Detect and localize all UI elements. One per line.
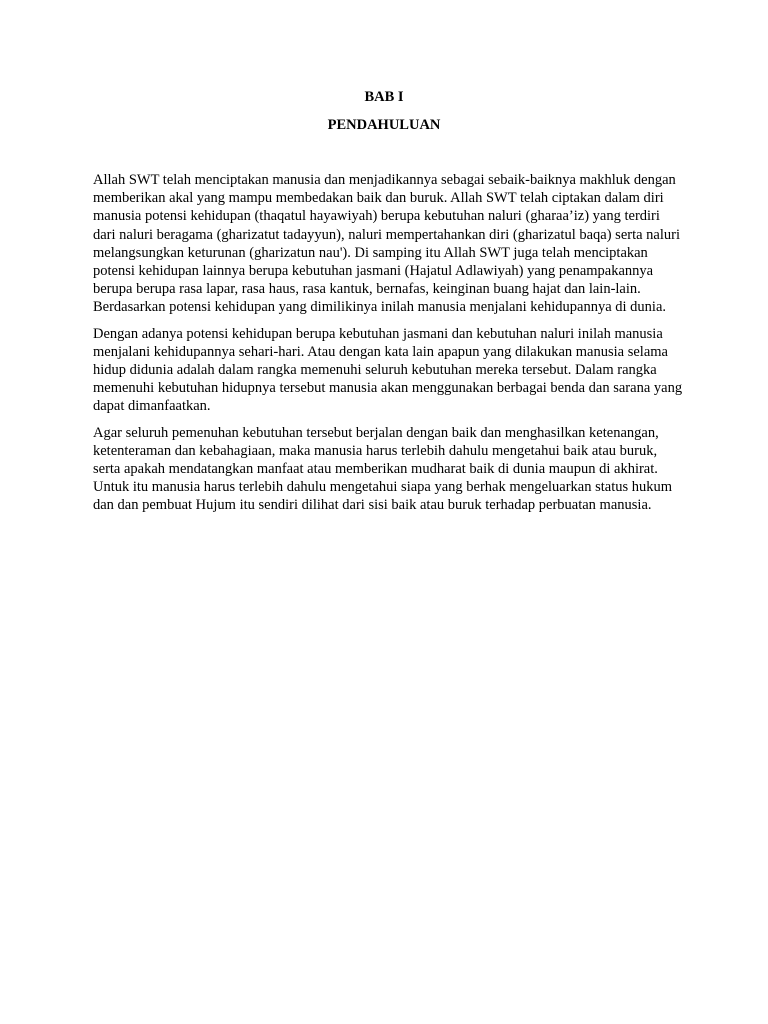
paragraph-3: Agar seluruh pemenuhan kebutuhan tersebut berjalan dengan baik dan menghasilkan ketenangan, ketenteraman dan kebahagiaan, maka manusia harus terlebih dahulu mengetahui baik atau buruk, serta apakah mendatangkan manfaat atau memberikan mudharat baik di dunia maupun di akhirat. Untuk itu manusia harus terlebih dahulu mengetahui siapa yang berhak mengeluarkan status hukum dan dan pembuat Hujum itu sendiri dilihat dari sisi baik atau buruk terhadap perbuatan manusia. (93, 424, 673, 514)
paragraph-2: Dengan adanya potensi kehidupan berupa kebutuhan jasmani dan kebutuhan naluri inilah manusia menjalani kehidupannya sehari-hari. Atau dengan kata lain apapun yang dilakukan manusia selama hidup didunia adalah dalam rangka memenuhi seluruh kebutuhan mereka tersebut. Dalam rangka memenuhi kebutuhan hidupnya tersebut manusia akan menggunakan berbagai benda dan sarana yang dapat dimanfaatkan. (93, 325, 683, 415)
chapter-title: PENDAHULUAN (327, 117, 441, 133)
body-text (93, 171, 683, 523)
paragraph-1: Allah SWT telah menciptakan manusia dan menjadikannya sebagai sebaik-baiknya makhluk dengan memberikan akal yang mampu membedakan baik dan buruk. Allah SWT telah ciptakan dalam diri manusia potensi kehidupan (thaqatul hayawiyah) berupa kebutuhan naluri (gharaa’iz) yang terdiri dari naluri beragama (gharizatut tadayyun), naluri mempertahankan diri (gharizatul baqa) serta naluri melangsungkan keturunan (gharizatun nau'). Di samping itu Allah SWT juga telah menciptakan potensi kehidupan lainnya berupa kebutuhan jasmani (Hajatul Adlawiyah) yang penampakannya berupa berupa rasa lapar, rasa haus, rasa kantuk, bernafas, keinginan buang hajat dan lain-lain. Berdasarkan potensi kehidupan yang dimilikinya inilah manusia menjalani kehidupannya di dunia. (93, 172, 680, 316)
chapter-label: BAB I (364, 89, 404, 105)
